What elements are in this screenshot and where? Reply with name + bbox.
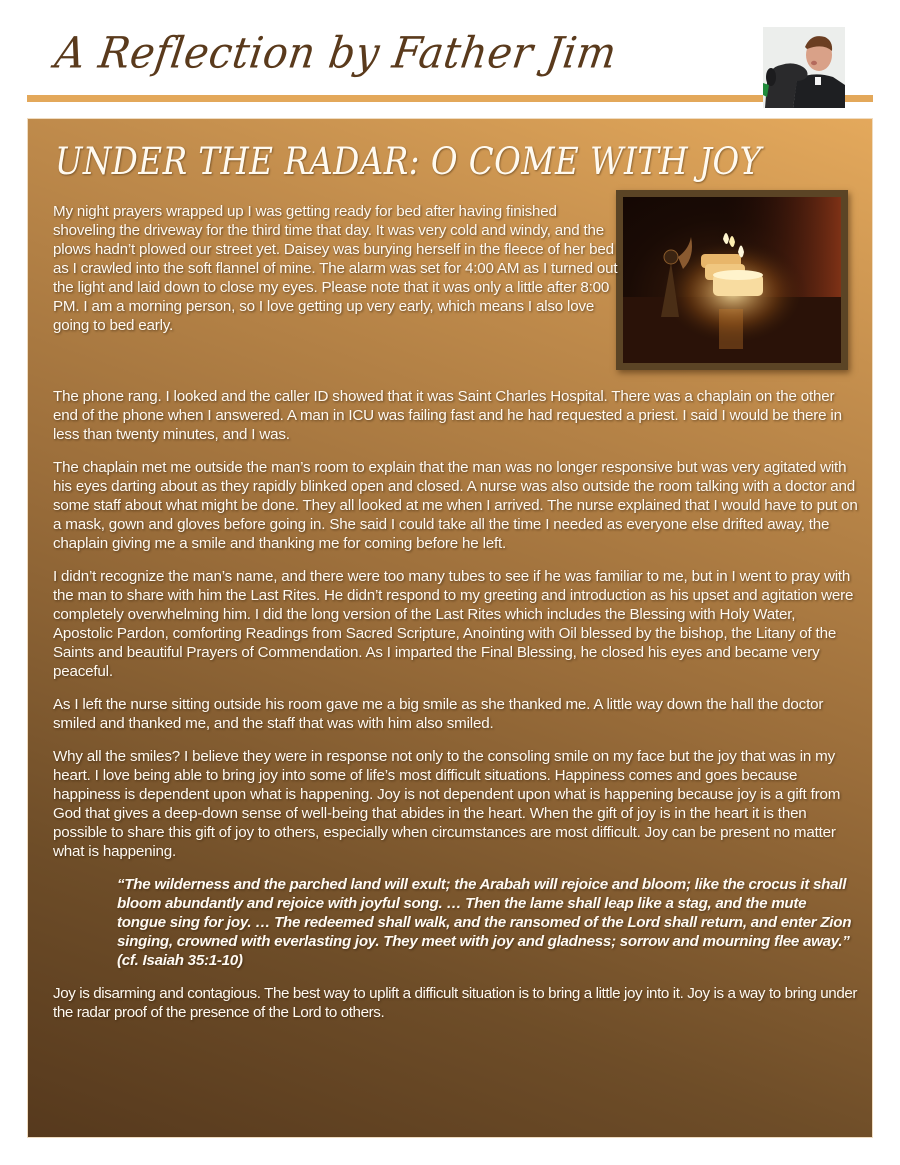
closing-paragraph: Joy is disarming and contagious. The best way to uplift a difficult situation is to bring a little joy into it. Joy is a way to bring under the radar proof of the presence of the Lord to others. xyxy=(53,985,858,1021)
paragraph: As I left the nurse sitting outside his room gave me a big smile as she thanked me. A little way down the hall the doctor smiled and thanked me, and the staff that was with him also smiled. xyxy=(53,696,824,732)
candles-image-icon xyxy=(623,197,841,363)
article-body xyxy=(53,387,858,1036)
candle-photo xyxy=(623,197,841,363)
header-divider xyxy=(27,95,873,102)
paragraph-intro xyxy=(53,202,618,349)
article-title: UNDER THE RADAR: O COME WITH JOY xyxy=(55,140,762,183)
scripture-quote: “The wilderness and the parched land will exult; the Arabah will rejoice and bloom; like the crocus it shall bloom abundantly and rejoice with joyful song. … Then the lame shall leap like a stag, and the mute tongue sing for joy. … The redeemed shall walk, and the ransomed of the Lord shall return, and enter Zion singing, crowned with everlasting joy. They meet with joy and gladness; sorrow and mourning flee away.” (cf. Isaiah 35:1-10) xyxy=(117,876,852,969)
paragraph: The chaplain met me outside the man’s room to explain that the man was no longer responsive but was very agitated with his eyes darting about as they rapidly blinked open and closed. A nurse was also outside the room talking with a doctor and some staff about what might be done. They all looked at me when I arrived. The nurse explained that I would have to put on a mask, gown and gloves before going in. She said I could take all the time I needed as everyone else drifted away, the chaplain giving me a smile and thanking me for coming before he left. xyxy=(53,459,858,552)
paragraph: I didn’t recognize the man’s name, and there were too many tubes to see if he was familiar to me, but in I went to pray with the man to share with him the Last Rites. He didn’t respond to my greeting and introduction as his upset and agitation were completely overwhelming him. I did the long version of the Last Rites which includes the Blessing with Holy Water, Apostolic Pardon, comforting Readings from Sacred Scripture, Anointing with Oil blessed by the bishop, the Litany of the Saints and beautiful Prayers of Commendation. As I imparted the Final Blessing, he closed his eyes and became very peaceful. xyxy=(53,568,854,680)
author-portrait-icon xyxy=(763,27,845,108)
paragraph: Why all the smiles? I believe they were in response not only to the consoling smile on my face but the joy that was in my heart. I love being able to bring joy into some of life’s most difficult situations. Happiness comes and goes because happiness is dependent upon what is happening. Joy is not dependent upon what is happening because joy is a gift from God that gives a deep-down sense of well-being that abides in the heart. When the gift of joy is in the heart it is then possible to share this gift of joy to others, especially when circumstances are most difficult. Joy can be present no matter what is happening. xyxy=(53,748,841,860)
article-panel xyxy=(27,118,873,1138)
paragraph: My night prayers wrapped up I was getting ready for bed after having finished shoveling the driveway for the third time that day. It was very cold and windy, and the plows hadn’t plowed our street yet. Daisey was burying herself in the fleece of her bed as I crawled into the soft flannel of mine. The alarm was set for 4:00 AM as I turned out the light and laid down to close my eyes. Please note that it was only a little after 8:00 PM. I am a morning person, so I love getting up very early, which means I also love going to bed early. xyxy=(53,203,618,334)
author-photo xyxy=(763,27,845,108)
candle-photo-frame xyxy=(616,190,848,370)
header-title: A Reflection by Father Jim xyxy=(52,27,620,78)
paragraph: The phone rang. I looked and the caller ID showed that it was Saint Charles Hospital. There was a chaplain on the other end of the phone when I answered. A man in ICU was failing fast and he had requested a priest. I said I would be there in less than twenty minutes, and I was. xyxy=(53,388,842,443)
